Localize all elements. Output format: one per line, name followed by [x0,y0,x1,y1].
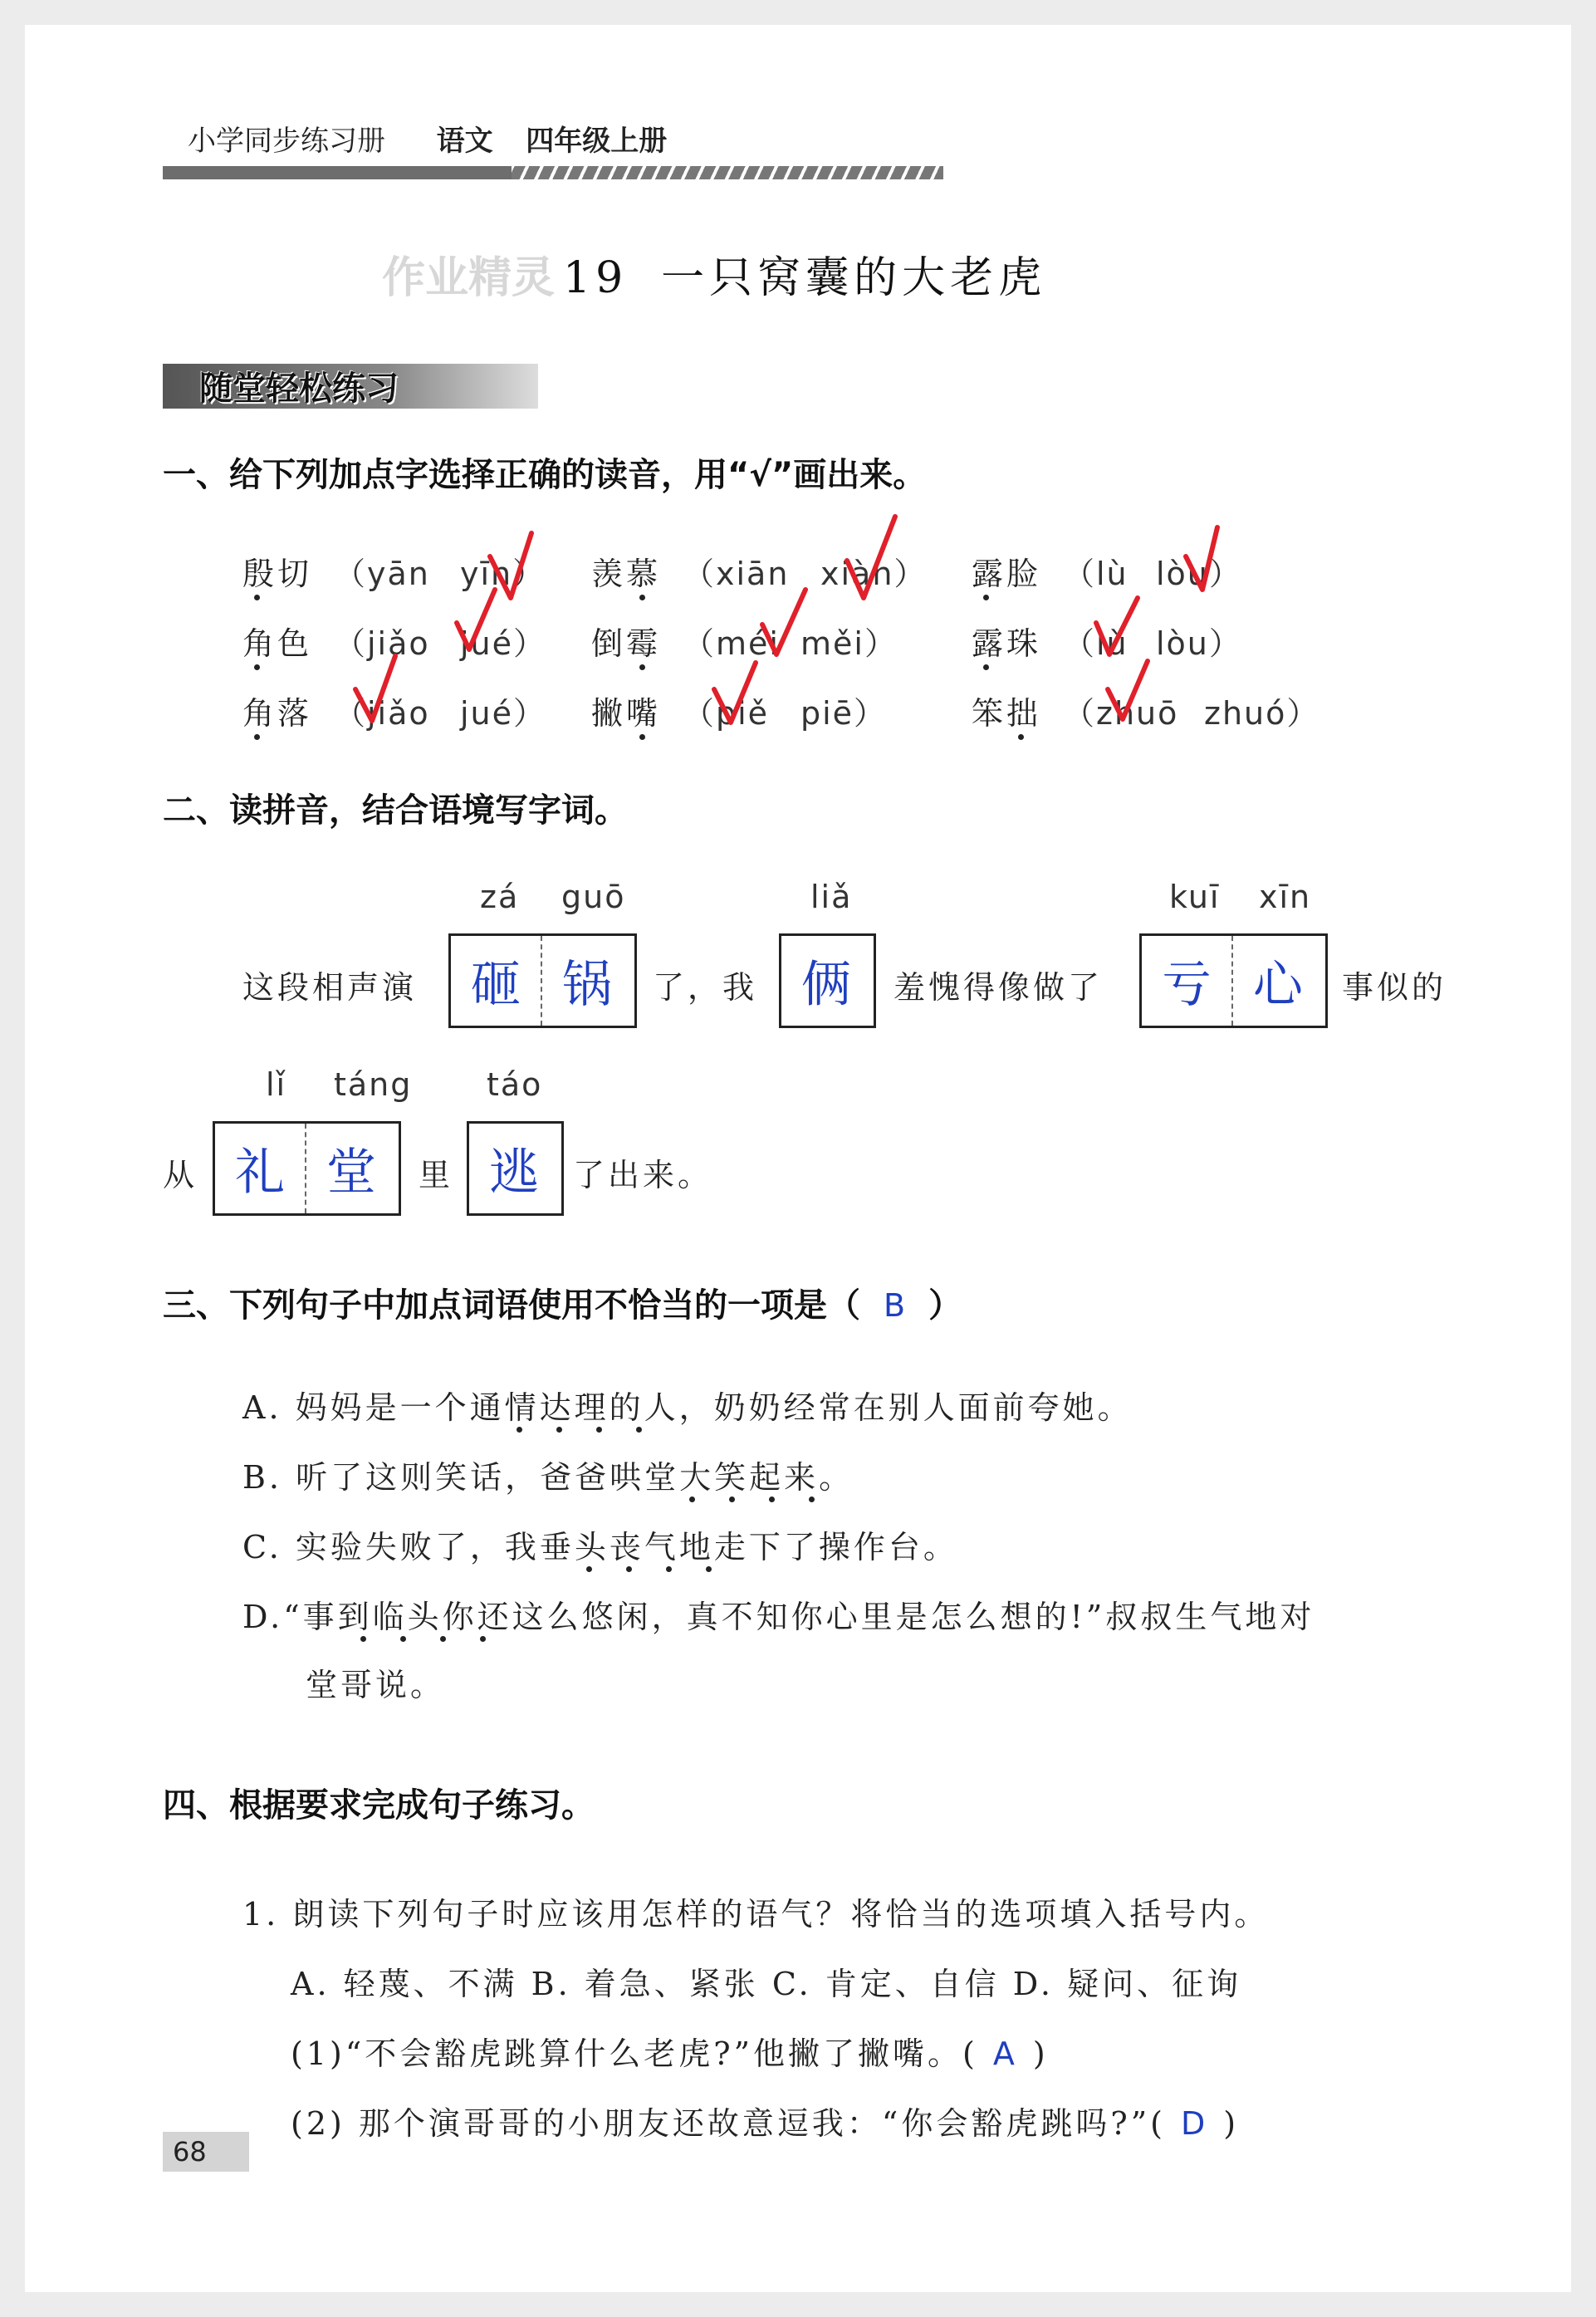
q3-option-b: B. 听了这则笑话，爸爸哄堂大笑起来。 [242,1459,854,1496]
emphasis-dot [666,1566,672,1572]
q1-opt: （lù [1063,625,1128,662]
q4-s1-end: ) [1032,2035,1049,2072]
emphasis-dot [586,1566,592,1572]
emphasis-dot [809,1496,815,1502]
emphasis-dot [516,1427,522,1433]
section-banner: 随堂轻松练习 [199,370,399,408]
q3-answer: B [884,1287,906,1324]
q1-word: 露珠 [972,625,1042,662]
q3-option-a: A. 妈妈是一个通情达理的人，奶奶经常在别人面前夸她。 [242,1389,1133,1426]
check-mark-icon [1108,661,1148,719]
q1-word: 撇嘴 [591,695,662,732]
header-grade: 四年级上册 [526,125,668,158]
pinyin: zá [480,879,520,915]
emphasis-dot [689,1496,695,1502]
emphasis-dot [480,1636,486,1642]
pinyin: liǎ [810,879,853,915]
q2-text: 这段相声演 [242,969,418,1006]
q1-opt: xiàn） [820,556,928,592]
q1-opt: zhuó） [1204,695,1320,732]
q1-opt: （méi [683,625,780,662]
q4-s1 [291,2028,1049,2074]
pinyin: táo [487,1066,543,1103]
emphasis-dot [360,1636,366,1642]
q4-s1-text: (1)“不会豁虎跳算什么老虎?”他撇了撇嘴。( [291,2035,978,2072]
check-mark-icon [847,517,895,598]
q4-s1-answer: A [992,2035,1018,2072]
check-mark-icon [762,590,805,654]
q3-prompt-end: ） [928,1286,962,1325]
emphasis-dot [769,1496,775,1502]
q3-prompt-text: 三、下列句子中加点词语使用不恰当的一项是（ [163,1286,860,1325]
q2-text: 里 [419,1157,454,1193]
q1-word: 倒霉 [591,625,662,662]
q2-prompt: 二、读拼音，结合语境写字词。 [163,791,628,830]
q4-s2-answer: D [1180,2105,1209,2142]
answer-char: 心 [1231,936,1323,1026]
q1-opt: （jiǎo [334,695,430,732]
page-number: 68 [163,2132,249,2172]
q1-opt: lòu） [1156,625,1242,662]
q1-opt: lòu） [1156,556,1242,592]
answer-char: 亏 [1162,956,1212,1014]
q1-word: 笨拙 [972,695,1042,732]
answer-box [467,1121,564,1216]
q2-text: 羞愧得像做了 [893,969,1104,1006]
answer-char: 砸 [471,956,521,1014]
lesson-name: 一只窝囊的大老虎 [661,253,1047,303]
q1-prompt: 一、给下列加点字选择正确的读音，用“√”画出来。 [163,456,927,494]
q1-opt: （jiǎo [334,625,430,662]
pinyin: xīn [1259,879,1312,915]
q1-opt: piē） [800,695,888,732]
q4-sub1: 1. 朗读下列句子时应该用怎样的语气？将恰当的选项填入括号内。 [242,1896,1270,1932]
answer-char: 俩 [801,956,851,1014]
pinyin: guō [561,879,626,915]
answer-char: 锅 [541,936,632,1026]
q1-word: 露脸 [972,556,1042,592]
workbook-page [25,25,1571,2292]
q1-opt: yīn） [460,556,546,592]
q3-option-d-cont: 堂哥说。 [306,1667,446,1703]
header-subject: 语文 [436,125,493,158]
answer-box [213,1121,401,1216]
q1-opt: （xiān [683,556,790,592]
q2-text: 了，我 [653,969,758,1006]
q1-word: 羡慕 [591,556,662,592]
q1-opt: （zhuō [1063,695,1179,732]
q4-s2-text: (2) 那个演哥哥的小朋友还故意逗我：“你会豁虎跳吗?”( [291,2105,1166,2142]
q1-word: 殷切 [242,556,313,592]
answer-box [1139,933,1328,1028]
pinyin: kuī [1169,879,1221,915]
emphasis-dot [626,1566,632,1572]
pinyin: táng [334,1066,413,1103]
answer-box [779,933,876,1028]
q1-word: 角落 [242,695,313,732]
lesson-number: 19 [563,253,629,303]
header-book: 小学同步练习册 [188,125,385,158]
watermark: 作业精灵 [382,253,556,303]
emphasis-dot [729,1496,735,1502]
q4-s2-end: ) [1223,2105,1240,2142]
q1-opt: （piě [683,695,770,732]
pinyin: lǐ [266,1066,287,1103]
answer-char: 逃 [489,1144,539,1202]
emphasis-dot [440,1636,446,1642]
q3-option-d: D.“事到临头你还这么悠闲，真不知你心里是怎么想的!”叔叔生气地对 [242,1599,1315,1635]
check-mark-icon [714,663,756,723]
q3-option-c: C. 实验失败了，我垂头丧气地走下了操作台。 [242,1529,958,1565]
check-mark-icon [355,656,395,721]
answer-box [448,933,637,1028]
q2-text: 了出来。 [573,1157,713,1193]
q1-opt: jué） [460,695,547,732]
q1-word: 角色 [242,625,313,662]
q1-opt: jué） [460,625,547,662]
emphasis-dot [556,1427,562,1433]
q4-s2 [291,2098,1239,2143]
check-mark-icon [1096,598,1138,654]
q4-choices: A. 轻蔑、不满 B. 着急、紧张 C. 肯定、自信 D. 疑问、征询 [291,1966,1242,2002]
emphasis-dot [636,1427,642,1433]
q2-text: 从 [163,1157,198,1193]
check-mark-icon [457,590,495,649]
q3-prompt [163,1279,962,1326]
q1-opt: （yān [334,556,430,592]
answer-char: 堂 [305,1124,396,1213]
emphasis-dot [400,1636,406,1642]
q1-opt: （lù [1063,556,1128,592]
emphasis-dot [706,1566,712,1572]
q2-text: 事似的 [1342,969,1447,1006]
q4-prompt: 四、根据要求完成句子练习。 [163,1786,595,1825]
emphasis-dot [596,1427,602,1433]
q1-opt: měi） [800,625,898,662]
answer-char: 礼 [235,1144,285,1202]
check-mark-icon [1186,527,1217,590]
